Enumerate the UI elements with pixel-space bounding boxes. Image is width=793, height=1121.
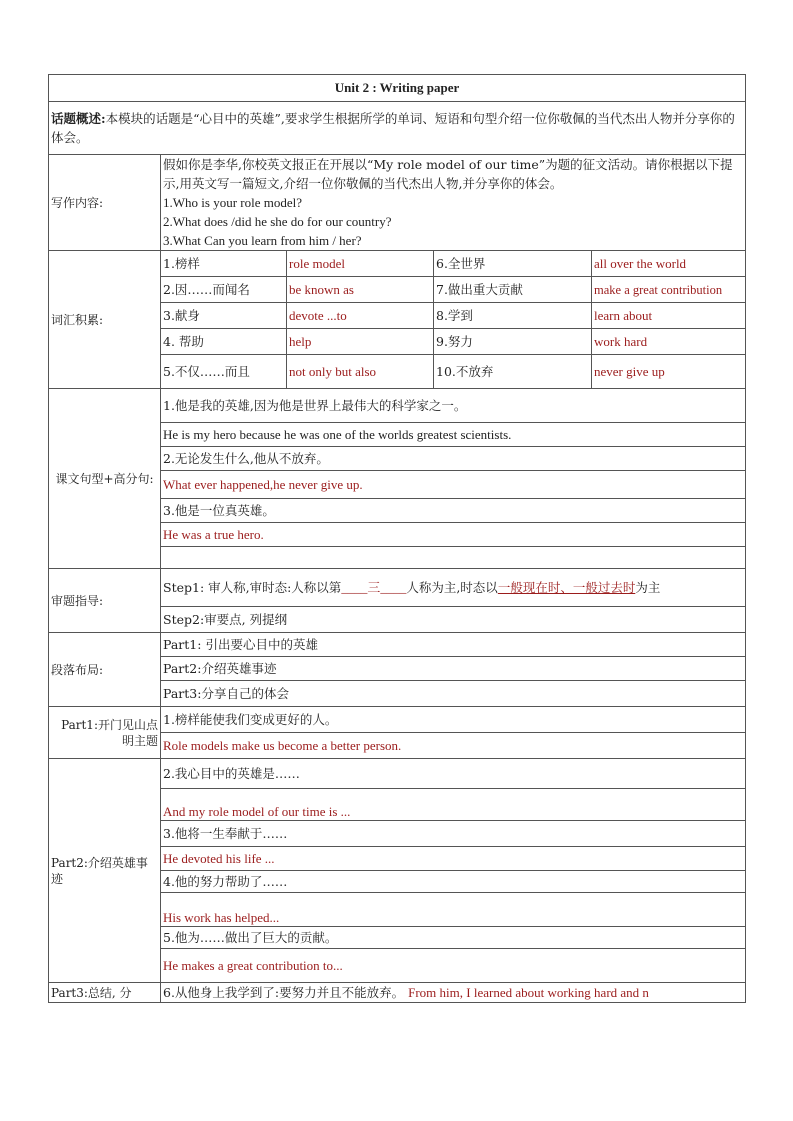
part3-en: From him, I learned about working hard and n — [408, 984, 649, 1000]
vocab-zh-7: 7.做出重大贡献 — [434, 277, 592, 303]
part2-en-5: He makes a great contribution to... — [161, 949, 746, 983]
review-label: 审题指导: — [49, 569, 161, 633]
sentences-label: 课文句型+高分句: — [49, 389, 161, 569]
vocab-en-4: help — [287, 329, 434, 355]
vocab-zh-6: 6.全世界 — [434, 251, 592, 277]
vocab-zh-8: 8.学到 — [434, 303, 592, 329]
part2-en-4: His work has helped... — [161, 893, 746, 927]
topic-overview — [49, 102, 746, 155]
part1-label: Part1:开门见山点明主题 — [49, 707, 161, 759]
vocab-zh-9: 9.努力 — [434, 329, 592, 355]
vocab-zh-1: 1.榜样 — [161, 251, 287, 277]
writing-prompt: 假如你是李华,你校英文报正在开展以“My role model of our time”为题的征文活动。请你根据以下提示,用英文写一篇短文,介绍一位你敬佩的当代杰出人物,并分享你的体会。 — [163, 157, 733, 191]
part1-en: Role models make us become a better person. — [161, 733, 746, 759]
vocab-en-9: work hard — [592, 329, 746, 355]
vocab-zh-3: 3.献身 — [161, 303, 287, 329]
writing-paper-table — [48, 74, 746, 1003]
vocab-en-10: never give up — [592, 355, 746, 389]
overview-label: 话题概述: — [51, 111, 106, 126]
vocab-label: 词汇积累: — [49, 251, 161, 389]
question-1: 1.Who is your role model? — [163, 195, 302, 210]
vocab-zh-10: 10.不放弃 — [434, 355, 592, 389]
part2-zh-2: 2.我心目中的英雄是…… — [161, 759, 746, 789]
part2-en-2: And my role model of our time is ... — [161, 789, 746, 821]
vocab-en-6: all over the world — [592, 251, 746, 277]
vocab-zh-5: 5.不仅……而且 — [161, 355, 287, 389]
part3-label: Part3:总结, 分 — [49, 983, 161, 1003]
part2-label: Part2:介绍英雄事迹 — [49, 759, 161, 983]
step1-text-c: 为主 — [635, 579, 661, 595]
question-3: 3.What Can you learn from him / her? — [163, 233, 362, 248]
step1-text-b: 人称为主,时态以 — [406, 579, 498, 595]
part2-en-3: He devoted his life ... — [161, 847, 746, 871]
review-step1 — [161, 569, 746, 607]
layout-part3: Part3:分享自己的体会 — [161, 681, 746, 707]
part2-zh-4: 4.他的努力帮助了…… — [161, 871, 746, 893]
writing-paper-sheet — [48, 74, 745, 1003]
sentence-3-zh: 3.他是一位真英雄。 — [161, 499, 746, 523]
vocab-en-3: devote ...to — [287, 303, 434, 329]
layout-part2: Part2:介绍英雄事迹 — [161, 657, 746, 681]
review-step2: Step2:审要点, 列提纲 — [161, 607, 746, 633]
part3-row — [161, 983, 746, 1003]
vocab-zh-2: 2.因……而闻名 — [161, 277, 287, 303]
writing-content-label: 写作内容: — [49, 155, 161, 251]
layout-label: 段落布局: — [49, 633, 161, 707]
page-title: Unit 2 : Writing paper — [49, 75, 746, 102]
question-2: 2.What does /did he she do for our country? — [163, 214, 392, 229]
step1-person-blank: ____三____ — [341, 579, 407, 595]
part3-zh: 6.从他身上我学到了:要努力并且不能放弃。 — [163, 984, 405, 1000]
part2-zh-3: 3.他将一生奉献于…… — [161, 821, 746, 847]
vocab-en-5: not only but also — [287, 355, 434, 389]
part2-zh-5: 5.他为……做出了巨大的贡献。 — [161, 927, 746, 949]
sentence-2-zh: 2.无论发生什么,他从不放弃。 — [161, 447, 746, 471]
vocab-en-1: role model — [287, 251, 434, 277]
sentence-3-en: He was a true hero. — [161, 523, 746, 547]
writing-content-cell — [161, 155, 746, 251]
sentence-1-en: He is my hero because he was one of the worlds greatest scientists. — [161, 423, 746, 447]
layout-part1: Part1: 引出要心目中的英雄 — [161, 633, 746, 657]
vocab-en-2: be known as — [287, 277, 434, 303]
overview-text: 本模块的话题是“心目中的英雄”,要求学生根据所学的单词、短语和句型介绍一位你敬佩的当代杰出人物并分享你的体会。 — [51, 111, 735, 145]
sentence-1-zh: 1.他是我的英雄,因为他是世界上最伟大的科学家之一。 — [161, 389, 746, 423]
sentence-blank-row — [161, 547, 746, 569]
vocab-zh-4: 4. 帮助 — [161, 329, 287, 355]
sentence-2-en: What ever happened,he never give up. — [161, 471, 746, 499]
part1-zh: 1.榜样能使我们变成更好的人。 — [161, 707, 746, 733]
vocab-en-7: make a great contribution — [592, 277, 746, 303]
step1-text-a: Step1: 审人称,审时态:人称以第 — [163, 579, 342, 595]
step1-tense: 一般现在时、一般过去时 — [497, 579, 636, 595]
vocab-en-8: learn about — [592, 303, 746, 329]
